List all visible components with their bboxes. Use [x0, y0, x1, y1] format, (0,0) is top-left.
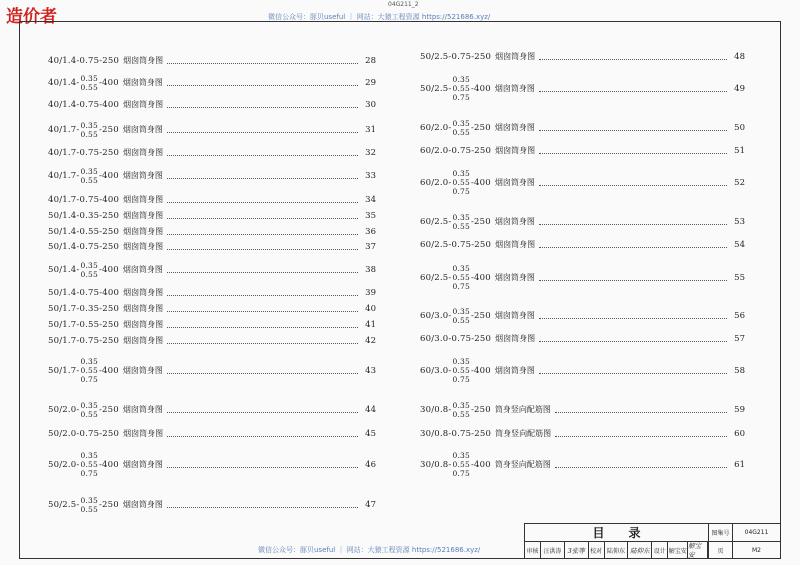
dot-leader	[555, 411, 727, 413]
fraction-middle: 0.55	[452, 366, 470, 375]
dot-leader	[167, 233, 358, 235]
fraction-top: 0.35	[452, 169, 470, 178]
dot-leader	[539, 317, 727, 319]
code-suffix: -250	[470, 123, 491, 133]
drawing-code	[48, 148, 119, 158]
toc-entry	[48, 56, 376, 66]
code-prefix: 60/2.0-	[420, 177, 452, 188]
code-fraction	[452, 75, 470, 102]
signature-cell: 校对	[589, 542, 605, 558]
fraction-top: 0.35	[80, 121, 98, 130]
code-prefix: 60/2.5-0.75-250	[420, 240, 492, 250]
drawing-code	[420, 357, 491, 384]
code-prefix: 30/0.8-0.75-250	[420, 429, 492, 439]
page-number: 33	[365, 171, 376, 181]
page-number: 42	[365, 336, 376, 346]
code-prefix: 50/1.7-0.35-250	[48, 304, 120, 314]
toc-entry	[48, 242, 376, 252]
drawing-code	[48, 74, 119, 92]
entry-title: 烟囱筒身图	[122, 78, 163, 87]
code-suffix: -400	[98, 365, 119, 376]
dot-leader	[167, 62, 358, 64]
code-prefix: 50/1.7-0.55-250	[48, 320, 120, 330]
entry-title: 筒身竖向配筋图	[495, 429, 552, 438]
code-fraction	[80, 74, 98, 92]
page-number: 30	[365, 100, 376, 110]
toc-entry	[420, 334, 745, 344]
fraction-top: 0.35	[452, 264, 470, 273]
dot-leader	[555, 466, 727, 468]
drawing-code	[420, 213, 491, 231]
page-number: 48	[734, 52, 745, 62]
fraction-top: 0.35	[452, 451, 470, 460]
title-block	[524, 523, 781, 559]
dot-leader	[539, 246, 727, 248]
drawing-code	[48, 227, 119, 237]
page-number: 51	[734, 146, 745, 156]
fraction-top: 0.35	[80, 74, 98, 83]
dot-leader	[167, 217, 358, 219]
entry-title: 烟囱筒身图	[123, 429, 164, 438]
toc-entry	[48, 100, 376, 110]
drawing-code	[48, 121, 119, 139]
code-prefix: 50/1.7-0.75-250	[48, 336, 120, 346]
page-number: 38	[365, 265, 376, 275]
dot-leader	[539, 340, 727, 342]
code-prefix: 50/1.7-	[48, 365, 80, 376]
page-number: 36	[365, 227, 376, 237]
dot-leader	[539, 90, 727, 92]
watermark-bottom: 微信公众号：豚贝useful ｜ 网站：大猿工程资源 https://521686.xyz/	[258, 546, 481, 554]
fraction-top: 0.35	[80, 401, 98, 410]
code-suffix: -400	[470, 177, 491, 188]
code-prefix: 60/2.0-0.75-250	[420, 146, 492, 156]
code-fraction	[80, 167, 98, 185]
fraction-top: 0.35	[80, 451, 98, 460]
fraction-top: 0.35	[452, 119, 470, 128]
fraction-top: 0.35	[452, 307, 470, 316]
code-fraction	[452, 451, 470, 478]
entry-title: 烟囱筒身图	[123, 100, 164, 109]
toc-entry	[420, 213, 745, 231]
code-prefix: 50/1.4-0.75-250	[48, 242, 120, 252]
code-prefix: 40/1.7-0.75-400	[48, 195, 120, 205]
dot-leader	[167, 506, 358, 508]
fraction-top: 0.35	[80, 357, 98, 366]
fraction-bottom: 0.75	[80, 469, 98, 478]
dot-leader	[167, 154, 358, 156]
drawing-code	[48, 261, 119, 279]
entry-title: 烟囱筒身图	[123, 288, 164, 297]
dot-leader	[539, 372, 727, 374]
code-suffix: -400	[98, 459, 119, 470]
drawing-code	[420, 451, 491, 478]
code-prefix: 50/1.4-0.35-250	[48, 211, 120, 221]
fraction-bottom: 0.55	[80, 176, 98, 185]
drawing-code	[48, 429, 119, 439]
code-prefix: 50/1.4-0.55-250	[48, 227, 120, 237]
toc-entry	[420, 357, 745, 384]
code-prefix: 60/2.5-	[420, 272, 452, 283]
page-number: 41	[365, 320, 376, 330]
fraction-top: 0.35	[80, 167, 98, 176]
fraction-top: 0.35	[452, 401, 470, 410]
drawing-code	[420, 146, 491, 156]
entry-title: 烟囱筒身图	[122, 125, 163, 134]
toc-entry	[48, 320, 376, 330]
dot-leader	[167, 342, 358, 344]
code-prefix: 50/2.0-	[48, 405, 80, 415]
signature-cell: 设计	[652, 542, 668, 558]
dot-leader	[167, 294, 358, 296]
drawing-code	[48, 496, 119, 514]
fraction-middle: 0.55	[80, 460, 98, 469]
handwritten-signature: 3张等	[565, 542, 589, 558]
code-fraction	[80, 261, 98, 279]
dot-leader	[167, 372, 358, 374]
toc-entry	[48, 288, 376, 298]
code-prefix: 50/2.0-	[48, 459, 80, 470]
code-suffix: -250	[98, 500, 119, 510]
code-prefix: 50/1.4-	[48, 265, 80, 275]
page-number: 53	[734, 217, 745, 227]
fraction-bottom: 0.55	[80, 505, 98, 514]
code-fraction	[80, 401, 98, 419]
entry-title: 烟囱筒身图	[122, 500, 163, 509]
code-fraction	[452, 307, 470, 325]
code-suffix: -400	[98, 171, 119, 181]
code-prefix: 60/2.5-	[420, 217, 452, 227]
code-prefix: 50/2.5-	[420, 83, 452, 94]
page-number: 52	[734, 177, 745, 188]
entry-title: 筒身竖向配筋图	[494, 405, 551, 414]
code-prefix: 30/0.8-	[420, 459, 452, 470]
page-number: 35	[365, 211, 376, 221]
fraction-bottom: 0.75	[452, 93, 470, 102]
dot-leader	[167, 106, 358, 108]
drawing-code	[48, 304, 119, 314]
drawing-code	[420, 240, 491, 250]
drawing-code	[420, 334, 491, 344]
fraction-bottom: 0.55	[80, 270, 98, 279]
toc-entry	[420, 240, 745, 250]
dot-leader	[555, 435, 727, 437]
dot-leader	[167, 435, 358, 437]
drawing-code	[48, 320, 119, 330]
page-number: 61	[734, 459, 745, 470]
entry-title: 烟囱筒身图	[495, 146, 536, 155]
toc-entry	[48, 357, 376, 384]
entry-title: 烟囱筒身图	[123, 211, 164, 220]
dot-leader	[539, 58, 727, 60]
code-fraction	[80, 357, 98, 384]
code-suffix: -250	[470, 311, 491, 321]
dot-leader	[167, 271, 358, 273]
code-prefix: 50/2.0-0.75-250	[48, 429, 120, 439]
fraction-bottom: 0.55	[452, 316, 470, 325]
page-number: 60	[734, 429, 745, 439]
page-number: 29	[365, 78, 376, 88]
code-fraction	[452, 169, 470, 196]
fraction-bottom: 0.55	[80, 83, 98, 92]
drawing-code	[48, 56, 119, 66]
page-label: 页	[709, 542, 733, 558]
page-number: 37	[365, 242, 376, 252]
fraction-bottom: 0.55	[452, 410, 470, 419]
entry-title: 烟囱筒身图	[494, 217, 535, 226]
page-number: 49	[734, 83, 745, 94]
dot-leader	[539, 279, 727, 281]
page-number: 45	[365, 429, 376, 439]
toc-entry	[48, 121, 376, 139]
dot-leader	[539, 152, 727, 154]
toc-entry	[420, 75, 745, 102]
signature-cell: 陆仰东	[605, 542, 629, 558]
watermark-top: 微信公众号：豚贝useful ｜ 网站：大猿工程资源 https://521686.xyz/	[268, 13, 491, 21]
dot-leader	[539, 129, 727, 131]
fraction-bottom: 0.55	[80, 410, 98, 419]
code-prefix: 40/1.7-	[48, 171, 80, 181]
atlas-number: 04G211	[733, 524, 780, 542]
drawing-code	[48, 242, 119, 252]
dot-leader	[167, 201, 358, 203]
toc-entry	[48, 167, 376, 185]
toc-entry	[48, 451, 376, 478]
toc-entry	[420, 401, 745, 419]
toc-entry	[48, 74, 376, 92]
code-fraction	[452, 119, 470, 137]
toc-entry	[48, 148, 376, 158]
drawing-code	[420, 307, 491, 325]
code-suffix: -250	[98, 125, 119, 135]
code-fraction	[80, 121, 98, 139]
toc-entry	[48, 336, 376, 346]
toc-entry	[420, 429, 745, 439]
drawing-code	[420, 401, 491, 419]
entry-title: 烟囱筒身图	[122, 459, 163, 469]
toc-entry	[48, 304, 376, 314]
code-prefix: 50/2.5-0.75-250	[420, 52, 492, 62]
page-number: 58	[734, 365, 745, 376]
code-suffix: -400	[470, 365, 491, 376]
code-prefix: 40/1.4-0.75-250	[48, 56, 120, 66]
drawing-code	[48, 211, 119, 221]
drawing-code	[420, 75, 491, 102]
entry-title: 烟囱筒身图	[495, 52, 536, 61]
page-number: 54	[734, 240, 745, 250]
code-prefix: 50/1.4-0.75-400	[48, 288, 120, 298]
code-suffix: -400	[98, 78, 119, 88]
toc-entry	[420, 307, 745, 325]
code-prefix: 50/2.5-	[48, 500, 80, 510]
drawing-code	[48, 357, 119, 384]
fraction-middle: 0.55	[452, 84, 470, 93]
code-fraction	[452, 264, 470, 291]
code-fraction	[452, 357, 470, 384]
dot-leader	[167, 326, 358, 328]
drawing-code	[420, 169, 491, 196]
drawing-code	[420, 264, 491, 291]
page-number: 59	[734, 405, 745, 415]
code-suffix: -400	[470, 83, 491, 94]
fraction-bottom: 0.75	[452, 282, 470, 291]
page-number: 32	[365, 148, 376, 158]
entry-title: 烟囱筒身图	[123, 320, 164, 329]
entry-title: 烟囱筒身图	[123, 242, 164, 251]
handwritten-signature: 解宝安	[688, 542, 708, 558]
fraction-middle: 0.55	[452, 273, 470, 282]
code-fraction	[80, 451, 98, 478]
code-suffix: -250	[470, 217, 491, 227]
entry-title: 烟囱筒身图	[494, 272, 535, 282]
page-number: 43	[365, 365, 376, 376]
dot-leader	[167, 248, 358, 250]
fraction-middle: 0.55	[452, 460, 470, 469]
toc-entry	[48, 211, 376, 221]
toc-entry	[420, 52, 745, 62]
toc-entry	[48, 429, 376, 439]
page-number: 34	[365, 195, 376, 205]
signature-row	[525, 542, 709, 558]
code-prefix: 60/2.0-	[420, 123, 452, 133]
toc-entry	[48, 227, 376, 237]
code-prefix: 30/0.8-	[420, 405, 452, 415]
code-prefix: 40/1.4-	[48, 78, 80, 88]
dot-leader	[539, 223, 727, 225]
code-prefix: 40/1.4-0.75-400	[48, 100, 120, 110]
page-number: 46	[365, 459, 376, 470]
page-number: 56	[734, 311, 745, 321]
toc-entry	[48, 496, 376, 514]
fraction-middle: 0.55	[80, 366, 98, 375]
drawing-code	[48, 451, 119, 478]
page-number: 28	[365, 56, 376, 66]
atlas-label: 图集号	[709, 524, 733, 542]
entry-title: 烟囱筒身图	[494, 123, 535, 132]
drawing-code	[48, 195, 119, 205]
entry-title: 烟囱筒身图	[495, 334, 536, 343]
signature-cell: 汪洪涛	[541, 542, 565, 558]
entry-title: 烟囱筒身图	[494, 365, 535, 375]
fraction-bottom: 0.55	[452, 128, 470, 137]
entry-title: 烟囱筒身图	[122, 405, 163, 414]
page-number: 50	[734, 123, 745, 133]
page-number: 40	[365, 304, 376, 314]
toc-entry	[420, 451, 745, 478]
toc-entry	[420, 264, 745, 291]
entry-title: 烟囱筒身图	[123, 148, 164, 157]
toc-entry	[420, 169, 745, 196]
toc-entry	[420, 119, 745, 137]
code-suffix: -250	[470, 405, 491, 415]
drawing-code	[48, 288, 119, 298]
toc-entry	[420, 146, 745, 156]
dot-leader	[167, 411, 358, 413]
code-fraction	[452, 401, 470, 419]
page-number: 57	[734, 334, 745, 344]
drawing-code	[48, 336, 119, 346]
fraction-bottom: 0.75	[452, 469, 470, 478]
page-number: M2	[752, 546, 761, 554]
entry-title: 烟囱筒身图	[122, 265, 163, 274]
drawing-code	[420, 52, 491, 62]
code-suffix: -250	[98, 405, 119, 415]
signature-cell: 审核	[525, 542, 541, 558]
entry-title: 烟囱筒身图	[122, 365, 163, 375]
dot-leader	[167, 466, 358, 468]
entry-title: 烟囱筒身图	[123, 304, 164, 313]
title-block-title: 目录	[525, 524, 709, 542]
fraction-top: 0.35	[452, 357, 470, 366]
code-prefix: 60/3.0-0.75-250	[420, 334, 492, 344]
page-number: 31	[365, 125, 376, 135]
code-suffix: -400	[470, 459, 491, 470]
page-number: 44	[365, 405, 376, 415]
fraction-bottom: 0.75	[452, 187, 470, 196]
drawing-code	[48, 100, 119, 110]
dot-leader	[167, 84, 358, 86]
drawing-code	[420, 119, 491, 137]
fraction-top: 0.35	[80, 496, 98, 505]
page-number: 47	[365, 500, 376, 510]
entry-title: 烟囱筒身图	[495, 240, 536, 249]
toc-entry	[48, 401, 376, 419]
code-prefix: 60/3.0-	[420, 365, 452, 376]
page-number: 55	[734, 272, 745, 283]
entry-title: 筒身竖向配筋图	[494, 459, 551, 469]
toc-entry	[48, 261, 376, 279]
fraction-bottom: 0.75	[452, 375, 470, 384]
entry-title: 烟囱筒身图	[123, 195, 164, 204]
fraction-top: 0.35	[452, 75, 470, 84]
dot-leader	[539, 184, 727, 186]
fraction-middle: 0.55	[452, 178, 470, 187]
entry-title: 烟囱筒身图	[123, 56, 164, 65]
handwritten-signature: 陆仰东	[628, 542, 652, 558]
code-fraction	[80, 496, 98, 514]
entry-title: 烟囱筒身图	[123, 336, 164, 345]
sheet-code: 04G211_2	[388, 1, 419, 8]
entry-title: 烟囱筒身图	[123, 227, 164, 236]
drawing-code	[48, 167, 119, 185]
fraction-top: 0.35	[452, 213, 470, 222]
entry-title: 烟囱筒身图	[122, 171, 163, 180]
dot-leader	[167, 310, 358, 312]
code-suffix: -400	[470, 272, 491, 283]
entry-title: 烟囱筒身图	[494, 177, 535, 187]
fraction-bottom: 0.75	[80, 375, 98, 384]
drawing-code	[420, 429, 491, 439]
brand-logo: 造价者	[6, 7, 57, 27]
signature-cell: 解宝安	[668, 542, 688, 558]
dot-leader	[167, 177, 358, 179]
dot-leader	[167, 131, 358, 133]
fraction-bottom: 0.55	[452, 222, 470, 231]
entry-title: 烟囱筒身图	[494, 311, 535, 320]
fraction-top: 0.35	[80, 261, 98, 270]
code-suffix: -400	[98, 265, 119, 275]
code-prefix: 40/1.7-0.75-250	[48, 148, 120, 158]
toc-entry	[48, 195, 376, 205]
code-prefix: 60/3.0-	[420, 311, 452, 321]
entry-title: 烟囱筒身图	[494, 83, 535, 93]
fraction-bottom: 0.55	[80, 130, 98, 139]
code-fraction	[452, 213, 470, 231]
page-number: 39	[365, 288, 376, 298]
code-prefix: 40/1.7-	[48, 125, 80, 135]
drawing-code	[48, 401, 119, 419]
